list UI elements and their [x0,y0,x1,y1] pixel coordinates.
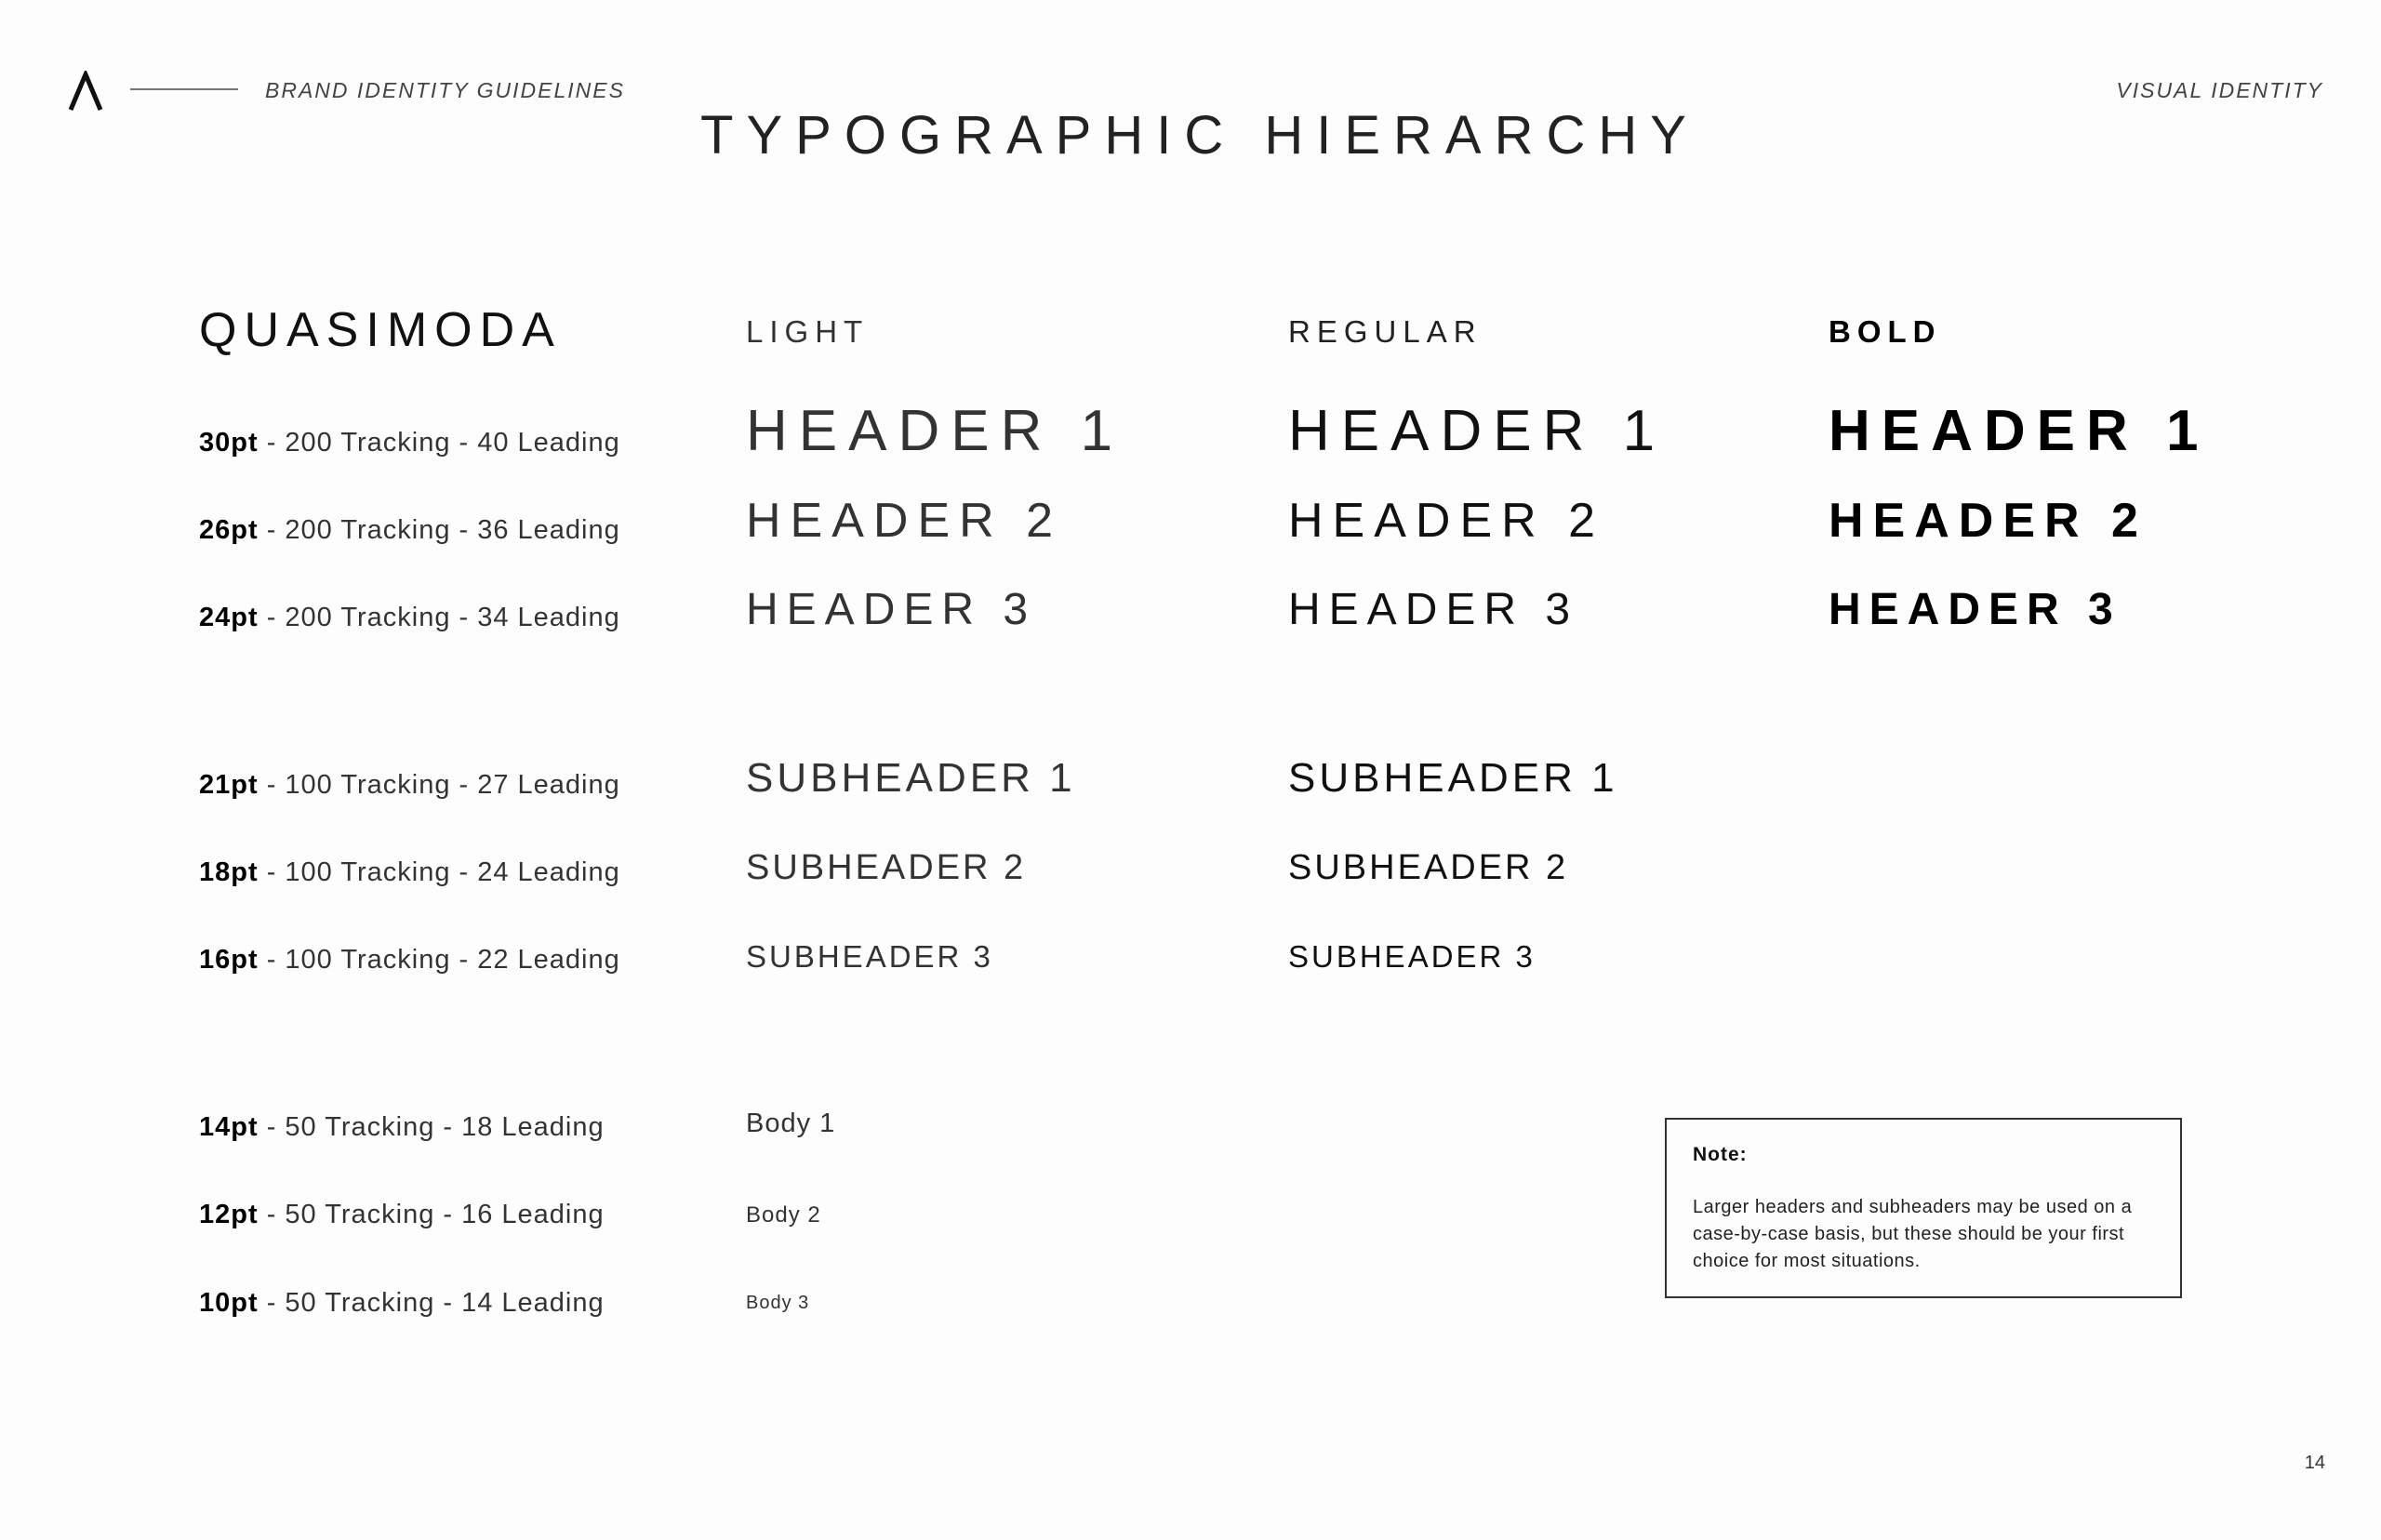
sample-subheader1-regular: SUBHEADER 1 [1288,755,1618,801]
note-text: Larger headers and subheaders may be used on a case-by-case basis, but these should be your first choice for most situations. [1693,1197,2133,1271]
spec-size: 10pt [199,1288,259,1318]
sample-header3-bold: HEADER 3 [1829,585,2122,634]
spec-details: - 200 Tracking - 40 Leading [258,428,620,458]
spec-row [199,1288,605,1319]
note-title: Note: [1693,1144,1748,1165]
spec-row [199,857,620,888]
spec-details: - 50 Tracking - 18 Leading [258,1112,605,1142]
brand-label: BRAND IDENTITY GUIDELINES [265,78,625,102]
spec-details: - 50 Tracking - 14 Leading [258,1288,605,1318]
spec-size: 26pt [199,515,259,545]
spec-row [199,603,620,633]
spec-size: 14pt [199,1112,259,1142]
spec-details: - 200 Tracking - 36 Leading [258,515,620,545]
spec-size: 30pt [199,428,259,458]
sample-subheader2-regular: SUBHEADER 2 [1288,848,1569,887]
sample-subheader3-regular: SUBHEADER 3 [1288,939,1536,974]
note-box [1665,1118,2182,1298]
spec-row [199,428,620,458]
sample-body3: Body 3 [746,1293,810,1313]
spec-size: 24pt [199,603,259,632]
column-heading-bold: BOLD [1829,314,1942,349]
spec-details: - 200 Tracking - 34 Leading [258,603,620,632]
spec-size: 12pt [199,1200,259,1229]
sample-header3-light: HEADER 3 [746,585,1037,634]
sample-subheader2-light: SUBHEADER 2 [746,848,1027,887]
spec-row [199,770,620,801]
sample-header1-bold: HEADER 1 [1829,399,2210,463]
sample-header2-bold: HEADER 2 [1829,494,2148,548]
column-heading-regular: REGULAR [1288,314,1483,349]
spec-size: 18pt [199,857,259,887]
sample-subheader3-light: SUBHEADER 3 [746,939,993,974]
spec-row [199,1112,605,1143]
sample-header1-light: HEADER 1 [746,399,1124,463]
column-heading-light: LIGHT [746,314,870,349]
sample-header3-regular: HEADER 3 [1288,585,1579,634]
font-name: QUASIMODA [199,303,562,357]
header-rule [130,88,238,90]
spec-size: 21pt [199,770,259,800]
spec-details: - 100 Tracking - 24 Leading [258,857,620,887]
sample-body1: Body 1 [746,1109,836,1138]
sample-subheader1-light: SUBHEADER 1 [746,755,1076,801]
spec-row [199,1200,605,1230]
spec-details: - 100 Tracking - 27 Leading [258,770,620,800]
sample-header2-regular: HEADER 2 [1288,494,1605,548]
spec-row [199,945,620,976]
section-label: VISUAL IDENTITY [2116,78,2323,102]
spec-row [199,515,620,546]
page-title: TYPOGRAPHIC HIERARCHY [700,105,1699,166]
page-number: 14 [2304,1453,2325,1473]
sample-header1-regular: HEADER 1 [1288,399,1667,463]
sample-header2-light: HEADER 2 [746,494,1063,548]
sample-body2: Body 2 [746,1202,821,1228]
spec-details: - 100 Tracking - 22 Leading [258,945,620,975]
spec-size: 16pt [199,945,259,975]
spec-details: - 50 Tracking - 16 Leading [258,1200,605,1229]
